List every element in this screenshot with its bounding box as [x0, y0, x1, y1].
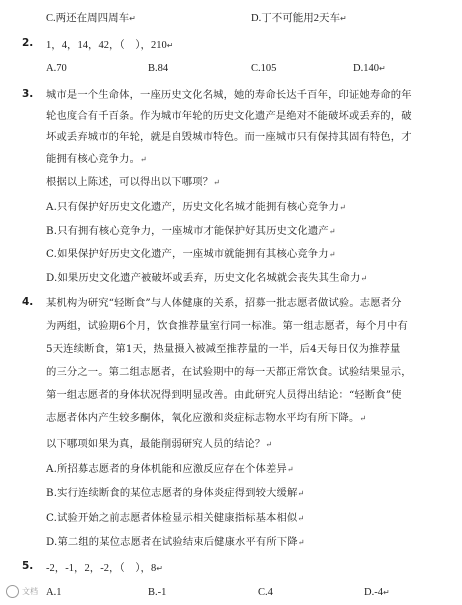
question-2-option-d: D.140↵ [353, 63, 386, 74]
question-3-line-3: 坏或丢弃城市的年轮，就是自毁城市特色。而一座城市只有保持其固有特色，才 [46, 131, 412, 143]
question-2-number: 2. [22, 37, 34, 49]
question-4-option-b: B.实行连续断食的某位志愿者的身体炎症得到较大缓解↵ [46, 487, 305, 499]
watermark-text: 文档 [22, 587, 38, 596]
question-5-option-d: D.-4↵ [364, 587, 390, 598]
question-4-line-6: 志愿者体内产生较多酮体，氧化应激和炎症标志物水平均有所下降。↵ [46, 412, 367, 424]
question-4-number: 4. [22, 296, 34, 308]
prev-option-d: D.丁不可能用2天车↵ [251, 13, 347, 24]
question-4-line-1: 某机构为研究“轻断食”与人体健康的关系，招募一批志愿者做试验。志愿者分 [46, 297, 402, 309]
question-4-prompt: 以下哪项如果为真，最能削弱研究人员的结论？↵ [46, 438, 273, 450]
question-3-number: 3. [22, 88, 34, 100]
question-5-option-c: C.4 [258, 587, 273, 598]
question-3-line-2: 轮也度合有千百条。作为城市年轮的历史文化遗产是绝对不能破坏或丢弃的，破 [46, 110, 412, 122]
watermark [6, 585, 38, 598]
watermark-logo-icon [6, 585, 19, 598]
question-2-sequence: 1，4，14，42，（ ），210↵ [46, 40, 174, 51]
question-3-prompt: 根据以上陈述，可以得出以下哪项？↵ [46, 176, 221, 188]
question-3-option-c: C.如果保护好历史文化遗产，一座城市就能拥有其核心竞争力↵ [46, 248, 336, 260]
question-3-option-a: A.只有保护好历史文化遗产，历史文化名城才能拥有核心竞争力↵ [46, 201, 346, 213]
question-2-option-c: C.105 [251, 63, 277, 74]
question-3-line-1: 城市是一个生命体，一座历史文化名城，她的寿命长达千百年，印证她寿命的年 [46, 89, 412, 101]
question-4-option-c: C.试验开始之前志愿者体检显示相关健康指标基本相似↵ [46, 512, 305, 524]
question-4-line-4: 的三分之一。第二组志愿者，在试验期中的每一天都正常饮食。试验结果显示， [46, 366, 412, 378]
question-5-sequence: -2，-1，2，-2，（ ），8↵ [46, 563, 163, 574]
question-2-option-a: A.70 [46, 63, 67, 74]
question-4-option-a: A.所招募志愿者的身体机能和应激反应存在个体差异↵ [46, 463, 294, 475]
prev-option-c: C.两还在周四周车↵ [46, 13, 136, 24]
question-3-option-d: D.如果历史文化遗产被破坏或丢弃，历史文化名城就会丧失其生命力↵ [46, 272, 368, 284]
question-3-line-4: 能拥有核心竞争力。↵ [46, 153, 147, 165]
question-2-option-b: B.84 [148, 63, 169, 74]
question-5-option-a: A.1 [46, 587, 62, 598]
question-5-option-b: B.-1 [148, 587, 167, 598]
question-4-option-d: D.第二组的某位志愿者在试验结束后健康水平有所下降↵ [46, 536, 305, 548]
question-3-option-b: B.只有拥有核心竞争力，一座城市才能保护好其历史文化遗产↵ [46, 225, 336, 237]
question-4-line-2: 为两组，试验期6个月，饮食推荐量室行同一标准。第一组志愿者，每个月中有 [46, 320, 408, 332]
question-5-number: 5. [22, 560, 34, 572]
question-4-line-3: 5天连续断食，第1天，热量摄入被减至推荐量的一半，后4天每日仅为推荐量 [46, 343, 401, 355]
question-4-line-5: 第一组志愿者的身体状况得到明显改善。由此研究人员得出结论：“轻断食”使 [46, 389, 402, 401]
